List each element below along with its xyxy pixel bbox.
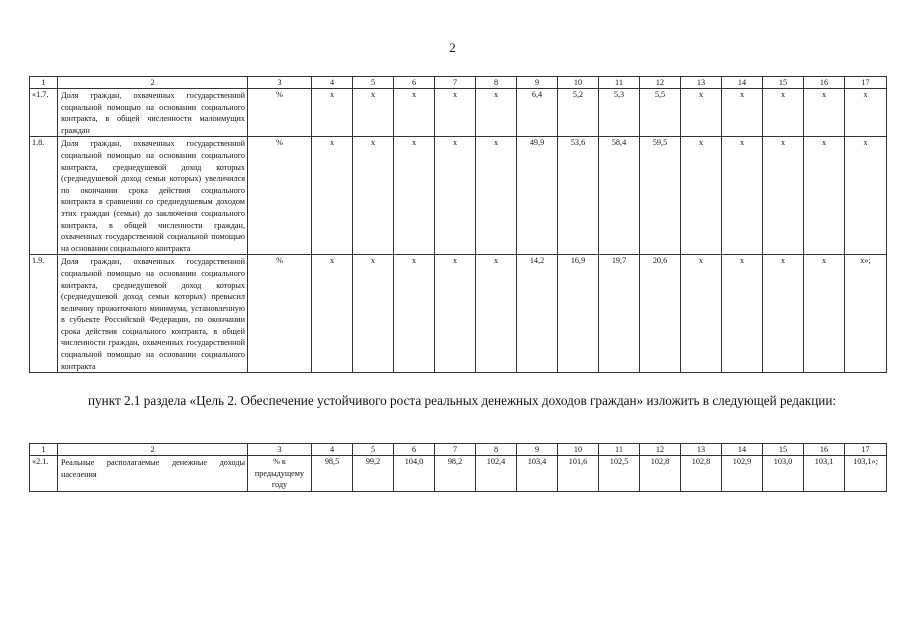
unit-cell: % — [248, 255, 312, 373]
value-cell: х — [681, 255, 722, 373]
value-cell: х — [804, 89, 845, 137]
table-row — [30, 255, 887, 373]
column-number: 16 — [804, 77, 845, 89]
value-cell: 102,4 — [476, 456, 517, 492]
value-cell: х — [845, 137, 887, 255]
column-number: 10 — [558, 444, 599, 456]
column-number: 2 — [58, 77, 248, 89]
column-number: 14 — [722, 444, 763, 456]
value-cell: 14,2 — [517, 255, 558, 373]
value-cell: х — [353, 255, 394, 373]
column-number: 7 — [435, 444, 476, 456]
column-number: 2 — [58, 444, 248, 456]
paragraph-text: пункт 2.1 раздела «Цель 2. Обеспечение устойчивого роста реальных денежных доходов граждан» изложить в следующей редакции: — [88, 393, 837, 408]
column-number: 9 — [517, 444, 558, 456]
value-cell: х — [476, 255, 517, 373]
unit-cell: % — [248, 137, 312, 255]
value-cell: х — [763, 89, 804, 137]
value-cell: 102,5 — [599, 456, 640, 492]
indicator-description: Реальные располагаемые денежные доходы населения — [58, 456, 248, 492]
column-number: 6 — [394, 444, 435, 456]
value-cell: 49,9 — [517, 137, 558, 255]
column-number: 5 — [353, 77, 394, 89]
unit-cell: % к предыдущему году — [248, 456, 312, 492]
column-number: 14 — [722, 77, 763, 89]
value-cell: х — [845, 89, 887, 137]
value-cell: х — [394, 89, 435, 137]
indicators-table-2 — [29, 443, 887, 492]
value-cell: 16,9 — [558, 255, 599, 373]
value-cell: 5,3 — [599, 89, 640, 137]
column-number: 12 — [640, 77, 681, 89]
column-number: 4 — [312, 444, 353, 456]
value-cell: 5,2 — [558, 89, 599, 137]
value-cell: х — [312, 137, 353, 255]
column-number: 3 — [248, 77, 312, 89]
column-number: 11 — [599, 444, 640, 456]
column-number: 11 — [599, 77, 640, 89]
value-cell: х — [353, 137, 394, 255]
column-number: 1 — [30, 77, 58, 89]
column-number: 9 — [517, 77, 558, 89]
indicator-description: Доля граждан, охваченных государственной социальной помощью на основании социального контракта, в общей численности малоимущих граждан — [58, 89, 248, 137]
column-number: 16 — [804, 444, 845, 456]
column-number: 6 — [394, 77, 435, 89]
row-number: 1.8. — [30, 137, 58, 255]
value-cell: 103,1»; — [845, 456, 887, 492]
value-cell: 101,6 — [558, 456, 599, 492]
value-cell: 5,5 — [640, 89, 681, 137]
column-number: 5 — [353, 444, 394, 456]
value-cell: 102,9 — [722, 456, 763, 492]
column-number: 8 — [476, 77, 517, 89]
value-cell: 20,6 — [640, 255, 681, 373]
value-cell: х — [435, 89, 476, 137]
column-number-row — [30, 77, 887, 89]
unit-cell: % — [248, 89, 312, 137]
indicators-table-1 — [29, 76, 887, 373]
value-cell: х — [722, 89, 763, 137]
table-row — [30, 456, 887, 492]
value-cell: 98,5 — [312, 456, 353, 492]
value-cell: 19,7 — [599, 255, 640, 373]
value-cell: х — [681, 137, 722, 255]
column-number: 13 — [681, 77, 722, 89]
column-number: 7 — [435, 77, 476, 89]
column-number: 4 — [312, 77, 353, 89]
column-number: 1 — [30, 444, 58, 456]
value-cell: х — [763, 137, 804, 255]
value-cell: 103,0 — [763, 456, 804, 492]
value-cell: х — [476, 89, 517, 137]
value-cell: х — [681, 89, 722, 137]
value-cell: х — [722, 137, 763, 255]
value-cell: 103,4 — [517, 456, 558, 492]
column-number: 13 — [681, 444, 722, 456]
value-cell: х»; — [845, 255, 887, 373]
value-cell: х — [763, 255, 804, 373]
column-number: 17 — [845, 444, 887, 456]
page-number: 2 — [449, 40, 456, 55]
value-cell: х — [353, 89, 394, 137]
value-cell: 6,4 — [517, 89, 558, 137]
indicator-description: Доля граждан, охваченных государственной социальной помощью на основании социального контракта, среднедушевой доход которых (среднедушевой доход семьи которых) превысил величину прожиточного минимума, установленную в субъекте Российской Федерации, по окончании срока действия социального контракта, в общей численности граждан, охваченных государственной социальной помощью на основании социального контракта — [58, 255, 248, 373]
row-number: 1.9. — [30, 255, 58, 373]
value-cell: х — [312, 255, 353, 373]
value-cell: 104,0 — [394, 456, 435, 492]
value-cell: 102,8 — [681, 456, 722, 492]
value-cell: х — [804, 255, 845, 373]
value-cell: 58,4 — [599, 137, 640, 255]
column-number: 17 — [845, 77, 887, 89]
column-number: 12 — [640, 444, 681, 456]
value-cell: х — [312, 89, 353, 137]
column-number: 3 — [248, 444, 312, 456]
value-cell: х — [435, 255, 476, 373]
value-cell: 98,2 — [435, 456, 476, 492]
row-number: «1.7. — [30, 89, 58, 137]
value-cell: 59,5 — [640, 137, 681, 255]
value-cell: х — [476, 137, 517, 255]
column-number: 10 — [558, 77, 599, 89]
value-cell: 103,1 — [804, 456, 845, 492]
amendment-paragraph — [29, 393, 879, 410]
value-cell: х — [394, 137, 435, 255]
table-row — [30, 89, 887, 137]
value-cell: х — [804, 137, 845, 255]
value-cell: 53,6 — [558, 137, 599, 255]
value-cell: х — [394, 255, 435, 373]
value-cell: х — [435, 137, 476, 255]
column-number-row — [30, 444, 887, 456]
table-row — [30, 137, 887, 255]
row-number: «2.1. — [30, 456, 58, 492]
column-number: 8 — [476, 444, 517, 456]
value-cell: 102,8 — [640, 456, 681, 492]
column-number: 15 — [763, 77, 804, 89]
value-cell: х — [722, 255, 763, 373]
value-cell: 99,2 — [353, 456, 394, 492]
indicator-description: Доля граждан, охваченных государственной социальной помощью на основании социального контракта, среднедушевой доход которых (среднедушевой доход семьи которых) увеличился по окончании срока действия социального контракта в сравнении со среднедушевым доходом этих граждан (семьи) до заключения социального контракта, в общей численности граждан, охваченных государственной социальной помощью на основании социального контракта — [58, 137, 248, 255]
column-number: 15 — [763, 444, 804, 456]
